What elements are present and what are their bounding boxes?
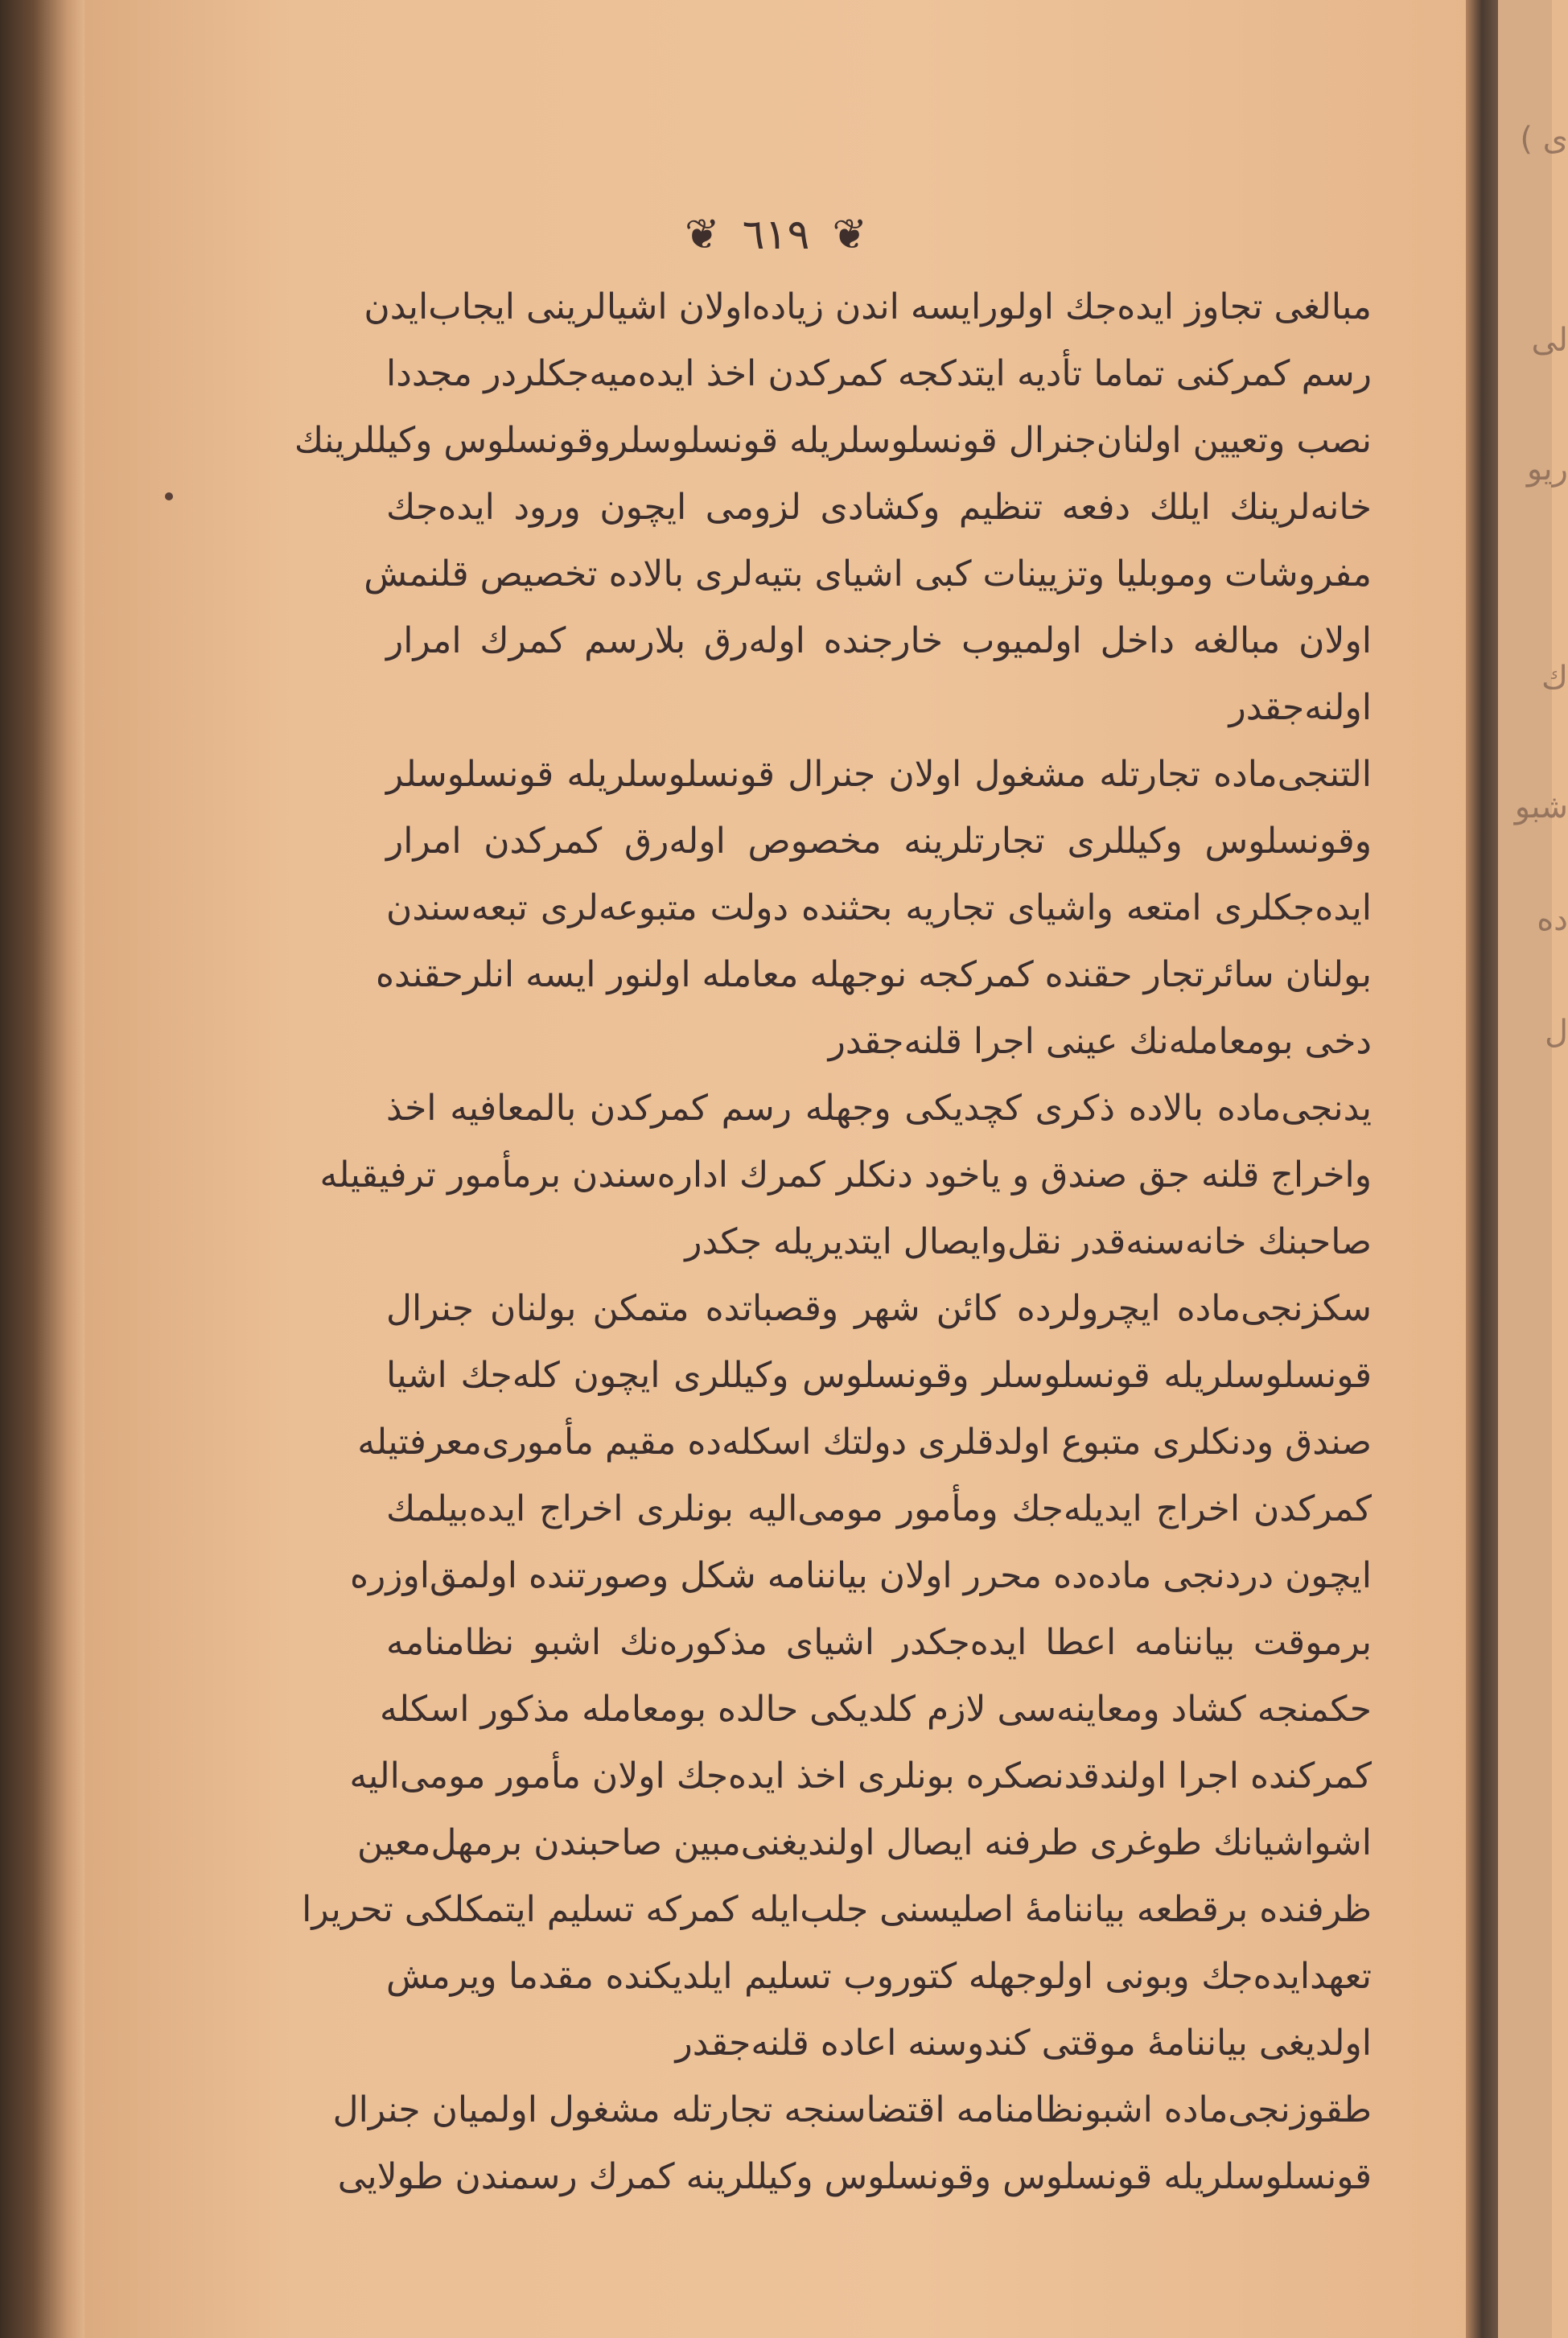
text-line: ایچون دردنجی ماده‌ده محرر اولان بیاننامه شكل وصورتنده اولمق‌اوزره — [349, 1555, 1372, 1596]
next-page-fragment: ریو — [1526, 451, 1568, 488]
next-page-fragment: ى ) — [1520, 121, 1568, 158]
ornament-icon: ❦ — [685, 211, 720, 259]
book-edge-left — [0, 0, 84, 2338]
next-page-fragment: ل — [1544, 1014, 1568, 1051]
next-page-fragment: شبو — [1514, 788, 1568, 825]
text-line: طقوزنجی‌ماده اشبونظامنامه اقتضاسنجه تجارتله مشغول اولمیان جنرال — [332, 2089, 1372, 2130]
ink-spot — [165, 492, 173, 500]
text-line: دخی بومعامله‌نك عینی اجرا قلنه‌جقدر — [828, 1021, 1372, 1062]
text-line: تعهدایده‌جك وبونی اولوجهله كتوروب تسلیم ایلدیكنده مقدما ویرمش — [386, 1956, 1372, 1997]
text-line: ایده‌جكلری امتعه واشیای تجاریه بحثنده دولت متبوعه‌لری تبعه‌سندن — [386, 887, 1372, 928]
text-line: صندق ودنكلری متبوع اولدقلری دولتك اسكله‌ده مقیم مأموری‌معرفتیله — [357, 1422, 1372, 1463]
text-line: كمركنده اجرا اولندقدنصكره بونلری اخذ ایده‌جك اولان مأمور مومی‌الیه — [349, 1756, 1372, 1797]
next-page-fragment: ده — [1537, 901, 1568, 938]
ornament-icon: ❦ — [832, 211, 867, 259]
page-number-text: ٦١٩ — [742, 211, 810, 259]
text-line: اولدیغی بیاننامهٔ موقتی كندوسنه اعاده قلنه‌جقدر — [675, 2023, 1372, 2064]
page-number — [0, 211, 1552, 259]
text-line: اشواشیانك طوغری طرفنه ایصال اولندیغنی‌مبین صاحبندن برمهل‌معین — [356, 1822, 1372, 1863]
text-line: نصب وتعیین اولنان‌جنرال قونسلوسلریله قونسلوسلروقونسلوس وكیللرینك — [294, 420, 1372, 461]
next-page-edge — [1498, 0, 1568, 2338]
text-line: مبالغی تجاوز ایده‌جك اولورایسه اندن زیاده‌اولان اشیالرینی ایجاب‌ایدن — [364, 286, 1372, 327]
text-line: كمركدن اخراج ایدیله‌جك ومأمور مومی‌الیه بونلری اخراج ایده‌بیلمك — [386, 1488, 1372, 1529]
next-page-fragment: ك — [1541, 660, 1568, 697]
next-page-fragment: لی — [1531, 322, 1568, 359]
text-line: یدنجی‌ماده بالاده ذكری كچدیكی وجهله رسم كمركدن بالمعافیه اخذ — [386, 1088, 1372, 1129]
text-line: التنجی‌ماده تجارتله مشغول اولان جنرال قونسلوسلریله قونسلوسلر — [386, 754, 1372, 795]
text-line: قونسلوسلریله قونسلوسلر وقونسلوس وكیللری ایچون كله‌جك اشیا — [386, 1355, 1372, 1396]
text-line: سكزنجی‌ماده ایچرولرده كائن شهر وقصباتده متمكن بولنان جنرال — [386, 1288, 1372, 1329]
text-line: رسم كمركنی تماما تأدیه ایتدكجه كمركدن اخذ ایده‌میه‌جكلردر مجددا — [386, 353, 1372, 394]
text-line: صاحبنك خانه‌سنه‌قدر نقل‌وایصال ایتدیریله جكدر — [685, 1221, 1372, 1262]
text-line: قونسلوسلریله قونسلوس وقونسلوس وكیللرینه كمرك رسمندن طولایی — [337, 2156, 1372, 2197]
text-line: اولان مبالغه داخل اولمیوب خارجنده اوله‌رق بلارسم كمرك امرار — [386, 620, 1372, 661]
text-line: بولنان سائرتجار حقنده كمركجه نوجهله معامله اولنور ایسه انلرحقنده — [375, 954, 1372, 995]
text-line: برموقت بیاننامه اعطا ایده‌جكدر اشیای مذكوره‌نك اشبو نظامنامه — [386, 1622, 1372, 1663]
body-text — [294, 274, 1372, 2210]
text-line: خانه‌لرینك ایلك دفعه تنظیم وكشادی لزومی ایچون ورود ایده‌جك — [386, 487, 1372, 528]
text-line: اولنه‌جقدر — [1228, 687, 1372, 728]
text-line: وقونسلوس وكیللری تجارتلرینه مخصوص اوله‌رق كمركدن امرار — [386, 821, 1372, 862]
text-line: واخراج قلنه جق صندق و یاخود دنكلر كمرك اداره‌سندن برمأمور ترفیقیله — [319, 1155, 1372, 1196]
text-line: ظرفنده برقطعه بیاننامهٔ اصلیسنی جلب‌ایله كمركه تسلیم ایتمكلكی تحریرا — [302, 1889, 1372, 1930]
book-gutter — [1466, 0, 1498, 2338]
text-line: مفروشات وموبلیا وتزیینات كبی اشیای بتیه‌لری بالاده تخصیص قلنمش — [364, 554, 1372, 595]
text-line: حكمنجه كشاد ومعاینه‌سی لازم كلدیكی حالده بومعامله مذكور اسكله — [379, 1689, 1372, 1730]
